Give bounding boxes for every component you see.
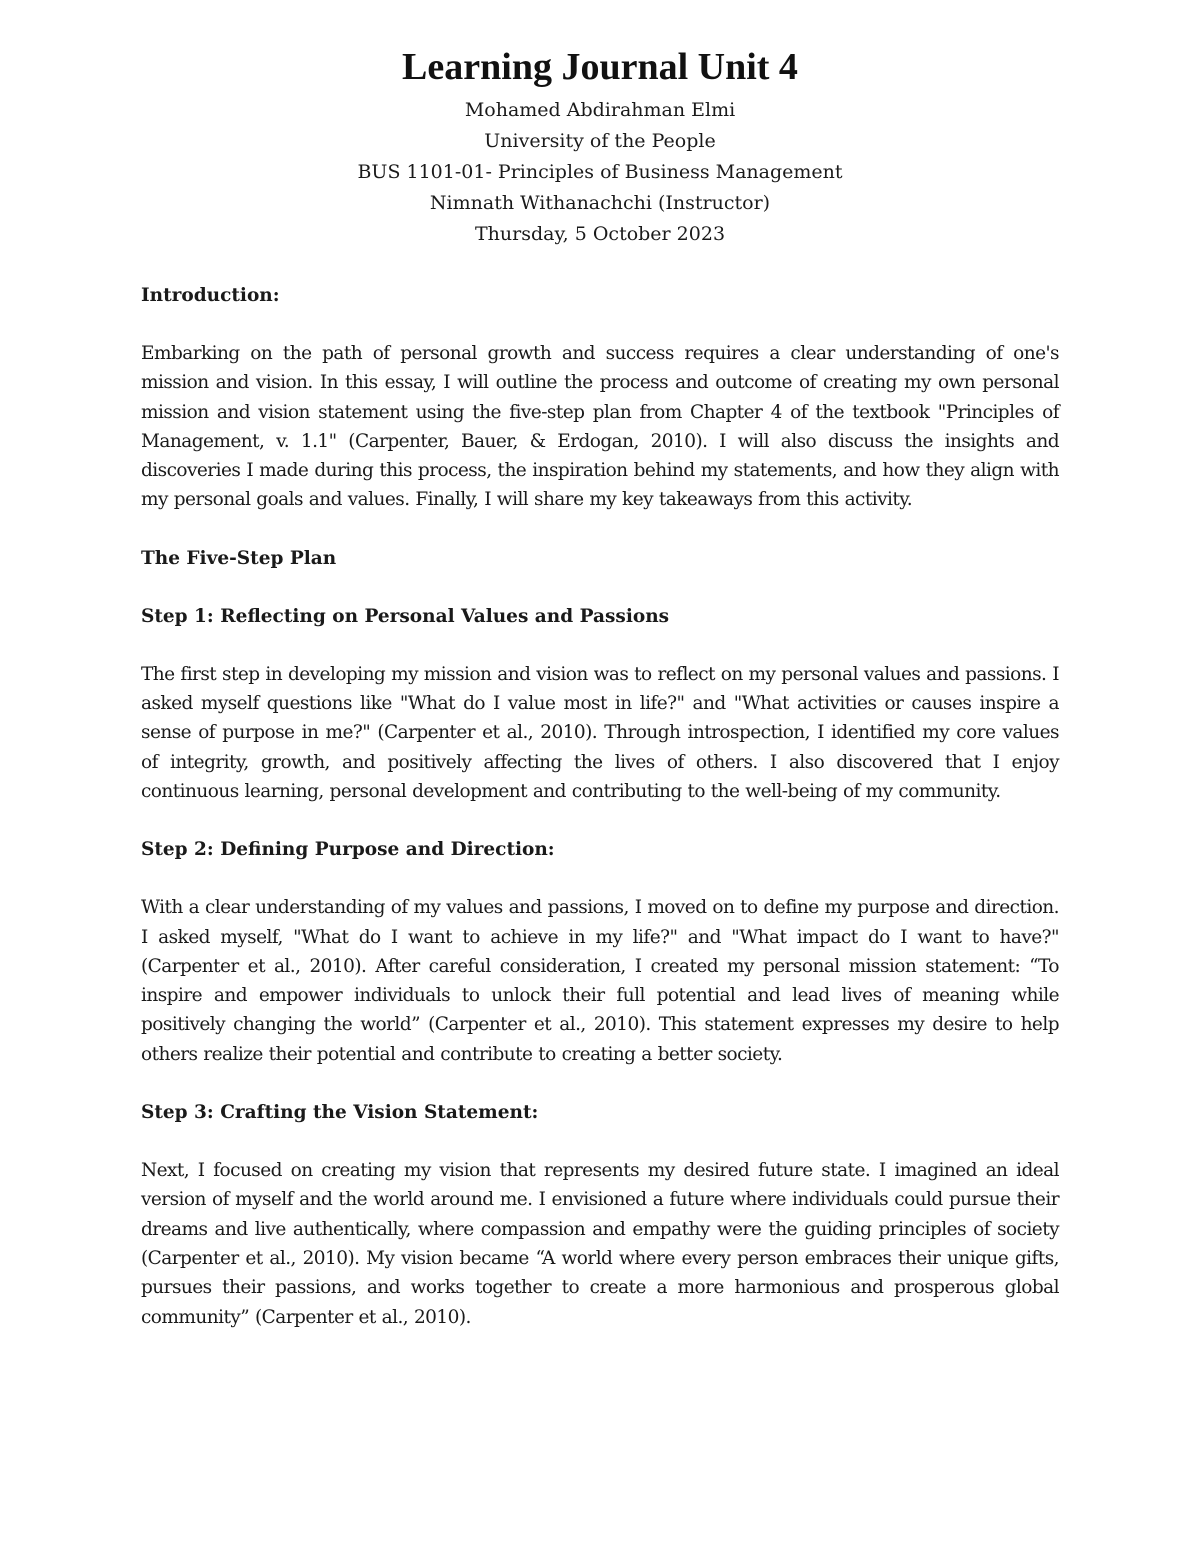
document-date: Thursday, 5 October 2023 <box>474 223 726 245</box>
step-2-heading: Step 2: Defining Purpose and Direction: <box>141 839 555 861</box>
step-1-paragraph: The first step in developing my mission and vision was to reflect on my personal values and passions. I asked myself questions like "What do I value most in life?" and "What activities or causes inspire a sense of purpose in me?" (Carpenter et al., 2010). Through introspection, I identified my core values of integrity, growth, and positively affecting the lives of others. I also discovered that I enjoy continuous learning, personal development and contributing to the well-being of my community. <box>141 663 1059 802</box>
author-name: Mohamed Abdirahman Elmi <box>464 99 736 121</box>
section-step-3 <box>141 1098 1059 1332</box>
section-introduction <box>141 281 1059 515</box>
instructor-name: Nimnath Withanachchi (Instructor) <box>429 192 771 214</box>
introduction-paragraph: Embarking on the path of personal growth and success requires a clear understanding of one's mission and vision. In this essay, I will outline the process and outcome of creating my own personal mission and vision statement using the five-step plan from Chapter 4 of the textbook "Principles of Management, v. 1.1" (Carpenter, Bauer, & Erdogan, 2010). I will also discuss the insights and discoveries I made during this process, the inspiration behind my statements, and how they align with my personal goals and values. Finally, I will share my key takeaways from this activity. <box>141 343 1059 511</box>
course-name: BUS 1101-01- Principles of Business Management <box>357 161 843 183</box>
document-page <box>141 42 1059 1332</box>
document-title: Learning Journal Unit 4 <box>402 46 798 88</box>
five-step-plan-heading: The Five-Step Plan <box>141 547 337 569</box>
step-1-heading: Step 1: Reflecting on Personal Values and Passions <box>141 605 670 627</box>
section-step-2 <box>141 835 1059 1069</box>
title-block <box>141 95 1059 250</box>
section-five-step-plan <box>141 544 1059 573</box>
step-3-paragraph: Next, I focused on creating my vision that represents my desired future state. I imagined an ideal version of myself and the world around me. I envisioned a future where individuals could pursue their dreams and live authentically, where compassion and empathy were the guiding principles of society (Carpenter et al., 2010). My vision became “A world where every person embraces their unique gifts, pursues their passions, and works together to create a more harmonious and prosperous global community” (Carpenter et al., 2010). <box>141 1160 1059 1328</box>
step-3-heading: Step 3: Crafting the Vision Statement: <box>141 1102 539 1124</box>
step-2-paragraph: With a clear understanding of my values and passions, I moved on to define my purpose and direction. I asked myself, "What do I want to achieve in my life?" and "What impact do I want to have?" (Carpenter et al., 2010). After careful consideration, I created my personal mission statement: “To inspire and empower individuals to unlock their full potential and lead lives of meaning while positively changing the world” (Carpenter et al., 2010). This statement expresses my desire to help others realize their potential and contribute to creating a better society. <box>141 897 1059 1065</box>
institution-name: University of the People <box>484 130 716 152</box>
introduction-heading: Introduction: <box>141 285 280 306</box>
section-step-1 <box>141 602 1059 806</box>
